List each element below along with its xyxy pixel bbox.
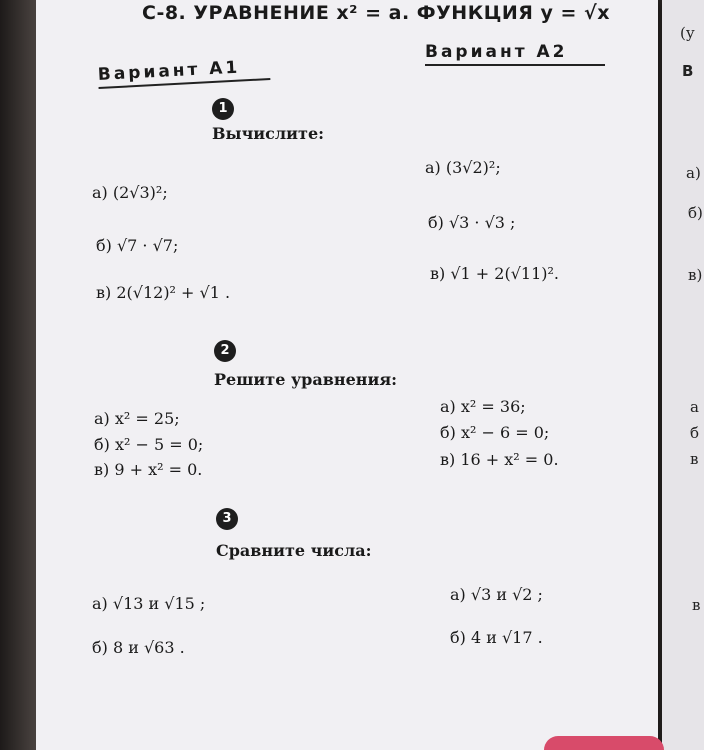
- task-title: Вычислите:: [212, 124, 325, 143]
- exercise-item: в) 16 + x² = 0.: [440, 450, 559, 469]
- edge-text: б: [690, 424, 700, 442]
- exercise-item: б) √7 · √7;: [96, 236, 179, 255]
- task-number-badge: 1: [212, 98, 234, 120]
- next-page-edge: [662, 0, 704, 750]
- exercise-item: а) (2√3)²;: [92, 183, 168, 202]
- task-title: Решите уравнения:: [214, 370, 398, 389]
- edge-text: в: [692, 596, 701, 614]
- exercise-item: а) x² = 36;: [440, 397, 526, 416]
- edge-text: а: [690, 398, 699, 416]
- variant-a2-title: Вариант А2: [425, 42, 605, 66]
- edge-text: (у: [680, 24, 695, 42]
- exercise-item: а) x² = 25;: [94, 409, 180, 428]
- exercise-item: в) 9 + x² = 0.: [94, 460, 203, 479]
- exercise-item: б) √3 · √3 ;: [428, 213, 516, 232]
- exercise-item: б) x² − 5 = 0;: [94, 435, 204, 454]
- edge-text: в): [688, 266, 703, 284]
- exercise-item: а) √13 и √15 ;: [92, 594, 206, 613]
- exercise-item: б) 8 и √63 .: [92, 638, 185, 657]
- exercise-item: б) x² − 6 = 0;: [440, 423, 550, 442]
- exercise-item: в) √1 + 2(√11)².: [430, 264, 560, 283]
- task-number-badge: 3: [216, 508, 238, 530]
- task-number-badge: 2: [214, 340, 236, 362]
- section-header: С-8. УРАВНЕНИЕ x² = a. ФУНКЦИЯ y = √x: [142, 2, 610, 24]
- exercise-item: а) (3√2)²;: [425, 158, 501, 177]
- edge-text: в: [690, 450, 699, 468]
- pink-object: [544, 736, 664, 750]
- edge-text: а): [686, 164, 701, 182]
- variant-a1-title: Вариант А1: [97, 56, 270, 89]
- exercise-item: а) √3 и √2 ;: [450, 585, 543, 604]
- exercise-item: в) 2(√12)² + √1 .: [96, 283, 231, 302]
- book-spine-shadow: [0, 0, 36, 750]
- edge-text: В: [682, 62, 694, 80]
- edge-text: б): [688, 204, 703, 222]
- exercise-item: б) 4 и √17 .: [450, 628, 543, 647]
- task-title: Сравните числа:: [216, 541, 372, 560]
